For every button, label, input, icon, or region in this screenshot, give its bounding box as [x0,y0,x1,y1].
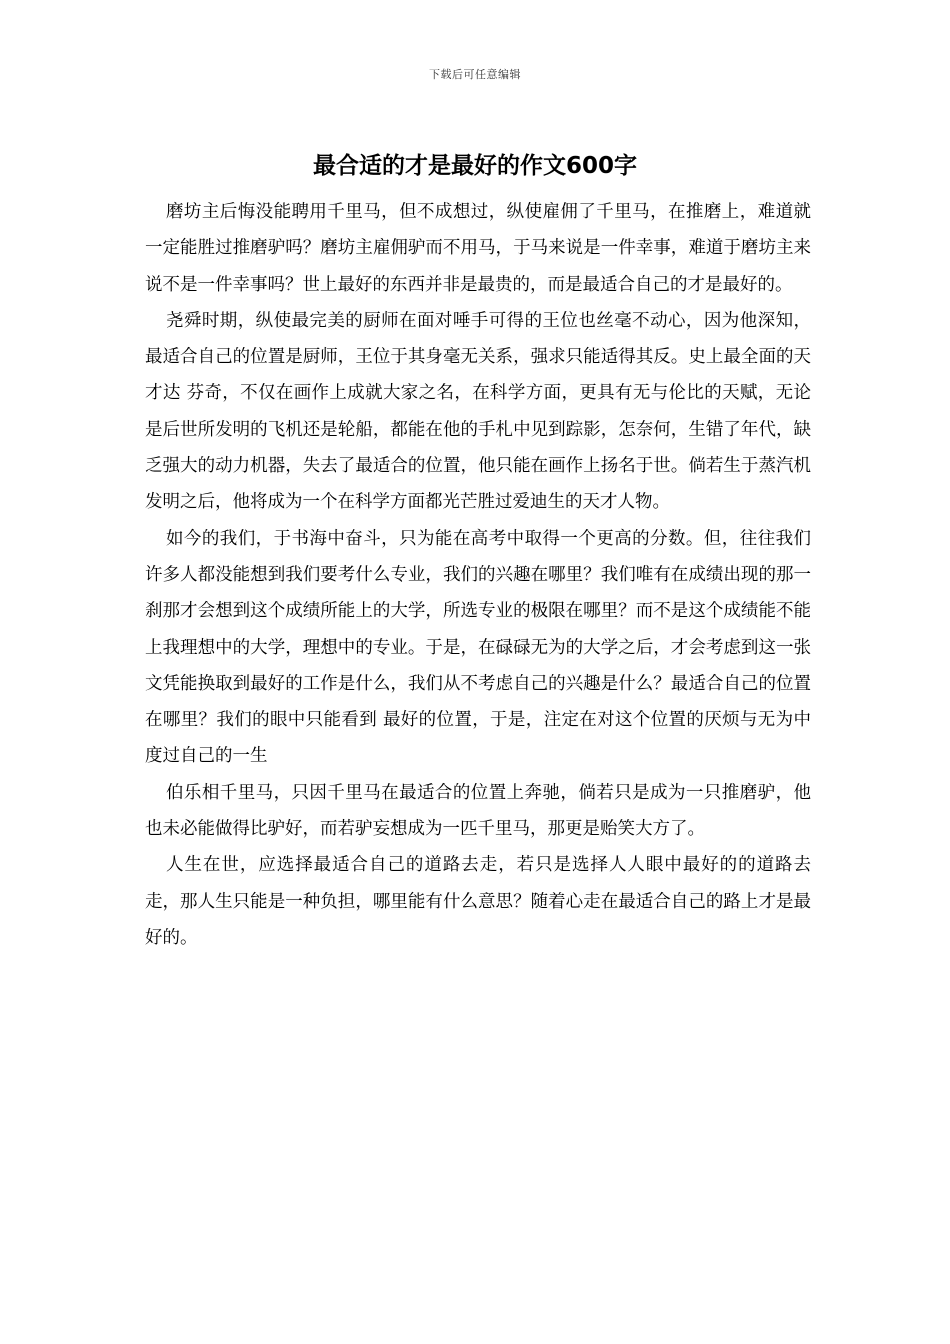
essay-body [145,194,811,956]
paragraph-1: 磨坊主后悔没能聘用千里马，但不成想过，纵使雇佣了千里马，在推磨上，难道就一定能胜过推磨驴吗？磨坊主雇佣驴而不用马，于马来说是一件幸事，难道于磨坊主来说不是一件幸事吗？世上最好的东西并非是最贵的，而是最适合自己的才是最好的。 [145,202,811,295]
paragraph-3: 如今的我们，于书海中奋斗，只为能在高考中取得一个更高的分数。但，往往我们许多人都没能想到我们要考什么专业，我们的兴趣在哪里？我们唯有在成绩出现的那一刹那才会想到这个成绩所能上的大学，所选专业的极限在哪里？而不是这个成绩能不能上我理想中的大学，理想中的专业。于是，在碌碌无为的大学之后，才会考虑到这一张文凭能换取到最好的工作是什么，我们从不考虑自己的兴趣是什么？最适合自己的位置在哪里？我们的眼中只能看到 最好的位置，于是，注定在对这个位置的厌烦与无为中度过自己的一生 [145,528,811,767]
paragraph-2: 尧舜时期，纵使最完美的厨师在面对唾手可得的王位也丝毫不动心，因为他深知，最适合自己的位置是厨师，王位于其身毫无关系，强求只能适得其反。史上最全面的天才达 芬奇，不仅在画作上成就大家之名，在科学方面，更具有无与伦比的天赋，无论是后世所发明的飞机还是轮船，都能在他的手札中见到踪影，怎奈何，生错了年代，缺乏强大的动力机器，失去了最适合的位置，他只能在画作上扬名于世。倘若生于蒸汽机发明之后，他将成为一个在科学方面都光芒胜过爱迪生的天才人物。 [145,310,811,513]
paragraph-5: 人生在世，应选择最适合自己的道路去走，若只是选择人人眼中最好的的道路去走，那人生只能是一种负担，哪里能有什么意思？随着心走在最适合自己的路上才是最好的。 [145,855,811,948]
header-note: 下载后可任意编辑 [429,68,521,81]
paragraph-4: 伯乐相千里马，只因千里马在最适合的位置上奔驰，倘若只是成为一只推磨驴，他也未必能做得比驴好，而若驴妄想成为一匹千里马，那更是贻笑大方了。 [145,782,811,840]
page-title: 最合适的才是最好的作文600字 [312,153,637,179]
